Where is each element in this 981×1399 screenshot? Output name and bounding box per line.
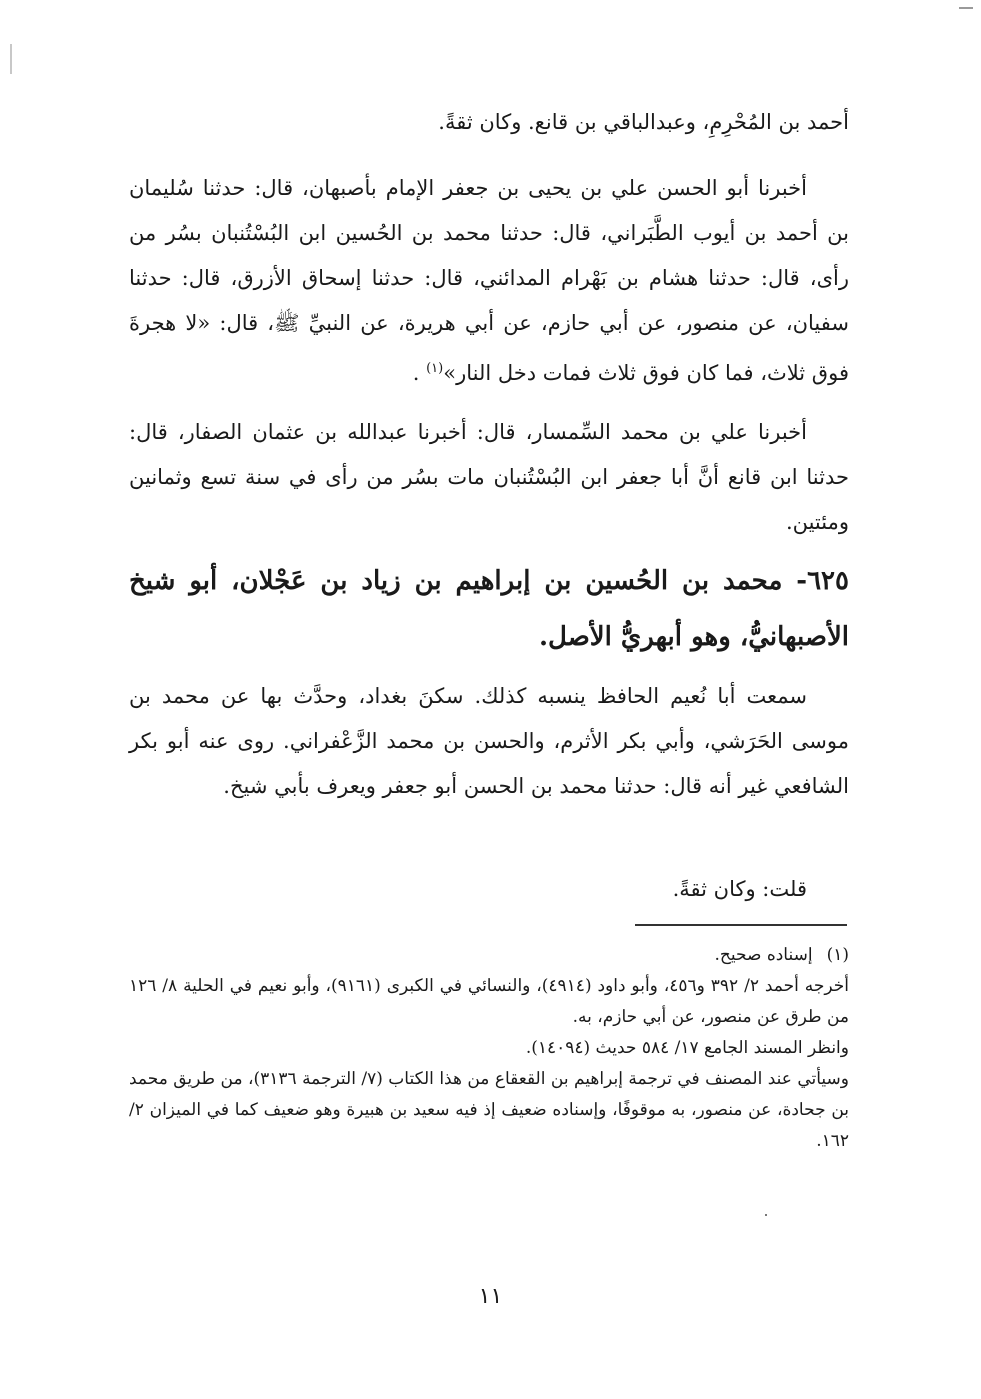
footnote-marker: (١): [426, 361, 444, 376]
footnote-number: (١): [826, 945, 849, 965]
entry-heading: [129, 553, 849, 665]
paragraph-hadith: أخبرنا أبو الحسن علي بن يحيى بن جعفر الإمام بأصبهان، قال: حدثنا سُليمان بن أحمد بن أيوب الطَّبَراني، قال: حدثنا محمد بن الحُسين ابن البُسْتُنبان بسُر من رأى، قال: حدثنا هشام بن بَهْرام المدائني، قال: حدثنا إسحاق الأزرق، قال: حدثنا سفيان، عن منصور، عن أبي حازم، عن أبي هريرة، عن النبيِّ ﷺ، قال: «لا هجرةَ فوق ثلاث، فما كان فوق ثلاث فمات دخل النار»$^{(١)}$ .: [129, 176, 849, 385]
paragraph-continuation: [129, 100, 849, 145]
paragraph-text: أحمد بن المُحْرِمِ، وعبدالباقي بن قانع. وكان ثقةً.: [438, 110, 849, 134]
entry-heading-text: ٦٢٥- محمد بن الحُسين بن إبراهيم بن زياد بن عَجْلان، أبو شيخ الأصبهانيُّ، وهو أبهريُّ الأصل.: [129, 566, 849, 652]
footnote-line: أخرجه أحمد ٢/ ٣٩٢ و٤٥٦، وأبو داود (٤٩١٤)، والنسائي في الكبرى (٩١٦١)، وأبو نعيم في الحلية ٨/ ١٢٦ من طرق عن منصور، عن أبي حازم، به.: [129, 976, 849, 1027]
scan-artifact: [10, 44, 12, 74]
paragraph-death-report: [129, 410, 849, 545]
footnote-line: وانظر المسند الجامع ١٧/ ٥٨٤ حديث (١٤٠٩٤).: [525, 1038, 849, 1058]
footnotes: [129, 940, 849, 1157]
footnote-separator: [635, 924, 847, 926]
paragraph-text: قلت: وكان ثقةً.: [672, 877, 807, 901]
paragraph-text: أخبرنا أبو الحسن علي بن يحيى بن جعفر الإمام بأصبهان، قال: حدثنا سُليمان بن أحمد بن أيوب الطَّبَراني، قال: حدثنا محمد بن الحُسين ابن البُسْتُنبان بسُر من رأى، قال: حدثنا هشام بن بَهْرام المدائني، قال: حدثنا إسحاق الأزرق، قال: حدثنا سفيان، عن منصور، عن أبي حازم، عن أبي هريرة، عن النبيِّ ﷺ، قال: «لا هجرةَ فوق ثلاث، فما كان فوق ثلاث فمات دخل النار»: [129, 176, 849, 385]
paragraph-text: سمعت أبا نُعيم الحافظ ينسبه كذلك. سكنَ بغداد، وحدَّث بها عن محمد بن موسى الحَرَشي، وأبي بكر الأثرم، والحسن بن محمد الزَّعْفراني. روى عنه أبو بكر الشافعي غير أنه قال: حدثنا محمد بن الحسن أبو جعفر ويعرف بأبي شيخ.: [129, 684, 849, 798]
paragraph-verdict: [129, 867, 849, 912]
footnote-line: وسيأتي عند المصنف في ترجمة إبراهيم بن القعقاع من هذا الكتاب (٧/ الترجمة ٣١٣٦)، من طريق محمد بن جحادة، عن منصور، به موقوفًا، وإسناده ضعيف إذ فيه سعيد بن هبيرة وهو ضعيف كما في الميزان ٢/ ١٦٢.: [129, 1069, 850, 1151]
page-number: ١١: [478, 1284, 503, 1309]
footnote-line: إسناده صحيح.: [714, 945, 813, 965]
paragraph-biography: [129, 674, 849, 809]
scan-artifact: [765, 1214, 767, 1216]
paragraph-text: أخبرنا علي بن محمد السِّمسار، قال: أخبرنا عبدالله بن عثمان الصفار، قال: حدثنا ابن قانع أنَّ أبا جعفر ابن البُسْتُنبان مات بسُر من رأى في سنة تسع وثمانين ومئتين.: [129, 420, 849, 534]
scan-artifact: [959, 7, 973, 9]
